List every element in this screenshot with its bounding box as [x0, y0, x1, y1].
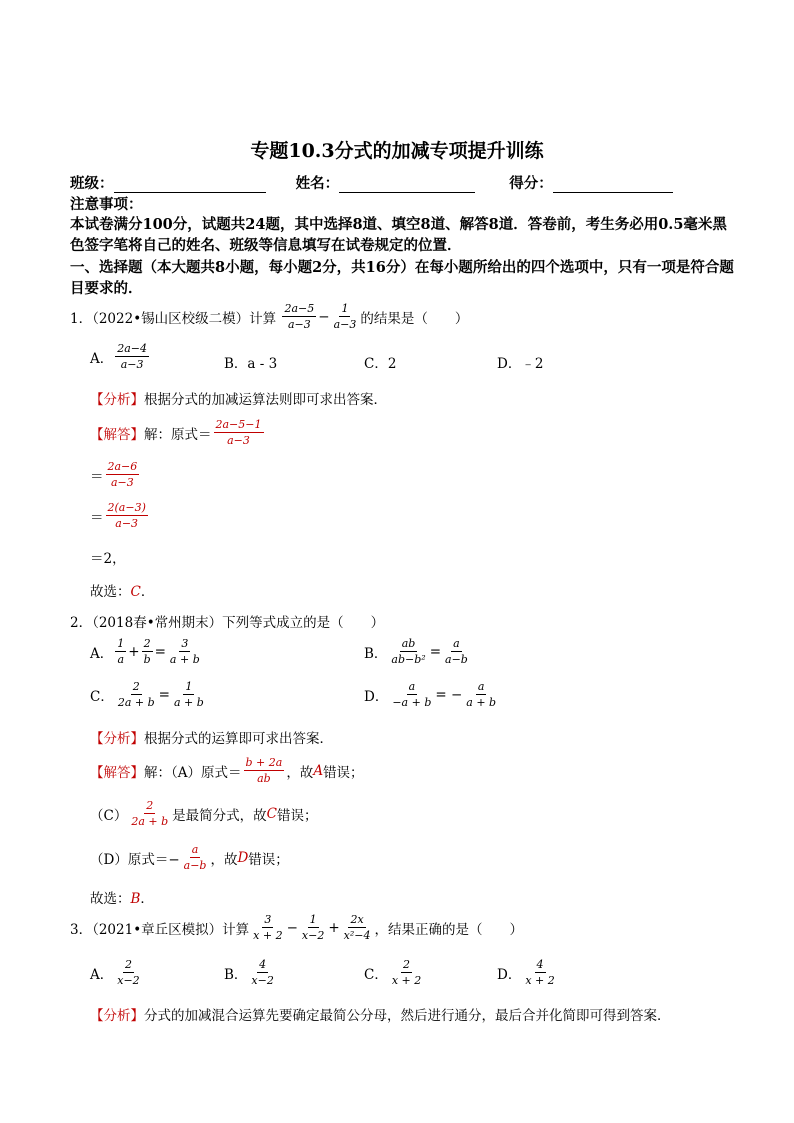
q2-solution-a: 【解答】解：（A）原式＝ $\frac{b + 2a}{ab}$ ，故A错误；: [90, 756, 364, 785]
q1-solution-line-1: 【解答】解：原式＝ $\frac{2a-5-1}{a-3}$: [90, 418, 262, 447]
q1-analysis: 【分析】根据分式的加减运算法则即可求出答案．: [90, 392, 387, 408]
q3-analysis: 【分析】分式的加减混合运算先要确定最简公分母，然后进行通分，最后合并化简即可得到答案．: [90, 1008, 671, 1024]
q2-option-a[interactable]: A． $\frac{1}{a}$ + $\frac{2}{b}$ = $\frac{3}{a + b}$: [90, 637, 200, 666]
question-1-suffix: 的结果是（ ）: [360, 310, 469, 327]
q2-solution-c: （C） $\frac{2}{2a + b}$ 是最简分式，故C错误；: [90, 799, 318, 828]
score-label: 得分：: [509, 175, 553, 192]
notice-line-1: 本试卷满分100分，试题共24题，其中选择8道、填空8道、解答8道．答卷前，考生务必用0.5毫米黑: [70, 216, 727, 233]
class-label: 班级：: [70, 175, 114, 192]
question-3-stem: 3．（2021•章丘区模拟）计算 $\frac{3}{x + 2}$ − $\frac{1}{x-2}$ + $\frac{2x}{\text{x²−4}}$ ，结果正确的是（ ）: [70, 913, 523, 942]
q3-option-d[interactable]: D． $\frac{4}{x + 2}$: [497, 958, 555, 987]
name-label: 姓名：: [295, 175, 340, 192]
fraction: $\frac{1}{a-3}$: [333, 302, 357, 331]
q2-solution-d: （D）原式＝− $\frac{a}{a-b}$ ，故D错误；: [90, 843, 289, 872]
q2-choice: 故选：B．: [90, 891, 154, 907]
q2-option-b[interactable]: B． $\frac{ab}{\text{ab−b²}}$ = $\frac{a}{a-b}$: [364, 637, 468, 666]
fraction: $\frac{2a-5}{a-3}$: [284, 302, 315, 331]
question-1-stem: 1．（2022•锡山区校级二模）计算 $\frac{2a-5}{a-3}$ − $\frac{1}{a-3}$ 的结果是（ ）: [70, 302, 469, 331]
q2-option-d[interactable]: D． $\frac{a}{-a + b}$ = − $\frac{a}{a + b}$: [364, 680, 497, 709]
q1-option-d[interactable]: D．﹣2: [497, 356, 544, 372]
q3-option-a[interactable]: A． $\frac{2}{x-2}$: [90, 958, 140, 987]
class-field[interactable]: [114, 178, 266, 193]
q1-solution-line-4: ＝2，: [90, 551, 126, 567]
q1-option-a[interactable]: A． $\frac{2a-4}{a-3}$: [90, 342, 148, 371]
q1-choice: 故选：C．: [90, 584, 155, 600]
q2-analysis: 【分析】根据分式的运算即可求出答案．: [90, 731, 333, 747]
name-field[interactable]: [339, 178, 475, 193]
section-heading-line-2: 目要求的．: [70, 280, 143, 297]
q1-solution-line-2: ＝ $\frac{2a-6}{a-3}$: [90, 460, 138, 489]
q1-option-c[interactable]: C．2: [364, 356, 397, 372]
q1-option-b[interactable]: B．a - 3: [224, 356, 278, 372]
q2-option-c[interactable]: C． $\frac{2}{2a + b}$ = $\frac{1}{a + b}$: [90, 680, 204, 709]
q3-option-b[interactable]: B． $\frac{4}{x-2}$: [224, 958, 274, 987]
q1-solution-line-3: ＝ $\frac{2(a-3)}{a-3}$: [90, 501, 146, 530]
analysis-tag: 【分析】: [90, 392, 144, 408]
question-2-stem: 2．（2018春•常州期末）下列等式成立的是（ ）: [70, 615, 385, 631]
notice-line-2: 色签字笔将自己的姓名、班级等信息填写在试卷规定的位置．: [70, 237, 462, 254]
section-heading-line-1: 一、选择题（本大题共8小题，每小题2分，共16分）在每小题所给出的四个选项中，只有一项是符合题: [70, 259, 734, 276]
q3-option-c[interactable]: C． $\frac{2}{x + 2}$: [364, 958, 422, 987]
question-1-prefix: 1．（2022•锡山区校级二模）计算: [70, 310, 277, 327]
page-title: 专题10.3分式的加减专项提升训练: [250, 140, 544, 162]
header-fields: [70, 172, 673, 193]
notice-title: 注意事项：: [70, 196, 143, 213]
score-field[interactable]: [553, 178, 673, 193]
